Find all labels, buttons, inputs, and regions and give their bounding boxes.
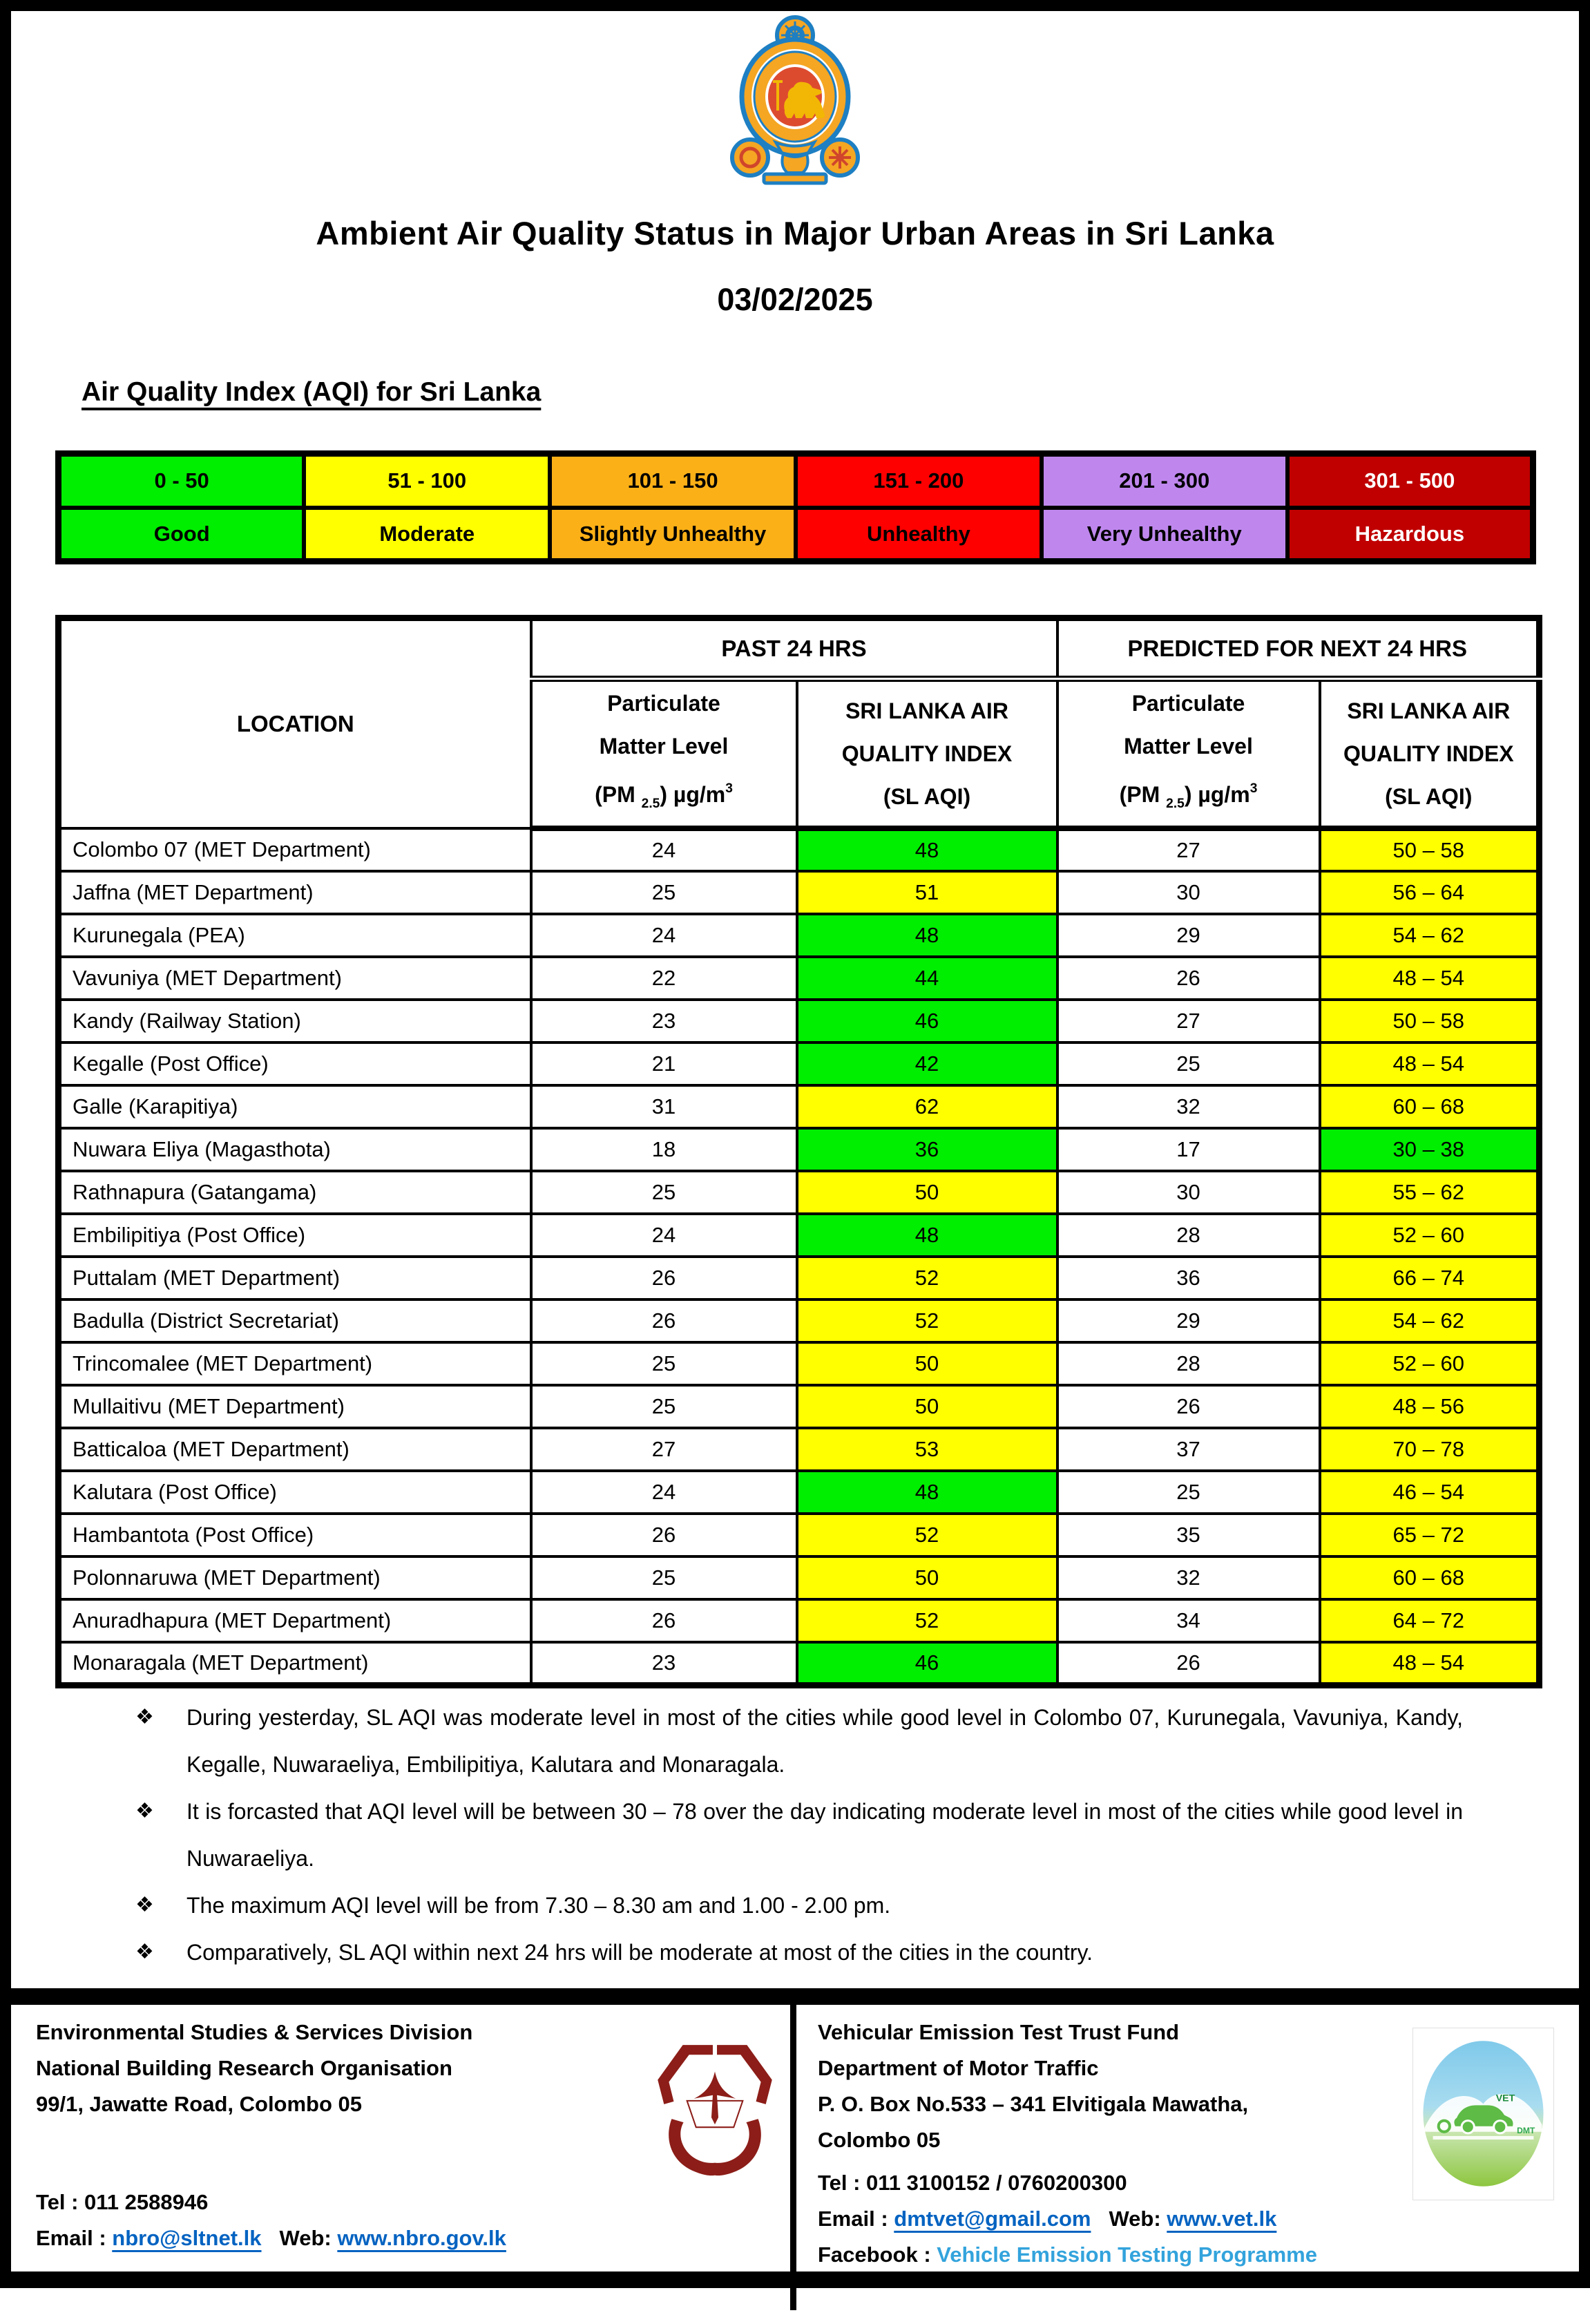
aqi-past-cell: 48 <box>797 1471 1057 1514</box>
aqi-scale-range-row <box>59 454 1533 508</box>
location-cell: Polonnaruwa (MET Department) <box>59 1556 531 1599</box>
footer-vertical-divider <box>790 1988 796 2310</box>
aqi-table-row <box>59 871 1540 914</box>
aqi-past-cell: 52 <box>797 1257 1057 1299</box>
pm-predicted-cell: 29 <box>1057 1299 1320 1342</box>
vet-web-link[interactable]: www.vet.lk <box>1167 2207 1277 2231</box>
pm-predicted-cell: 32 <box>1057 1556 1320 1599</box>
location-cell: Hambantota (Post Office) <box>59 1514 531 1556</box>
col-header-slaqi-predicted: SRI LANKA AIR QUALITY INDEX (SL AQI) <box>1320 679 1540 829</box>
aqi-past-cell: 52 <box>797 1514 1057 1556</box>
aqi-table-row <box>59 1556 1540 1599</box>
pm-predicted-cell: 25 <box>1057 1042 1320 1085</box>
bullet-item <box>133 1694 1463 1788</box>
aqi-predicted-cell: 64 – 72 <box>1320 1599 1540 1642</box>
nbro-web-link[interactable]: www.nbro.gov.lk <box>337 2226 506 2250</box>
pm-past-cell: 24 <box>531 828 797 871</box>
aqi-table-row <box>59 1642 1540 1685</box>
bullet-text: During yesterday, SL AQI was moderate level in most of the cities while good level in Colombo 07, Kurunegala, Vavuniya, Kandy, Kegalle, Nuwaraeliya, Embilipitiya, Kalutara and Monaragala. <box>186 1705 1463 1777</box>
aqi-scale-label-row <box>59 508 1533 562</box>
aqi-scale-heading: Air Quality Index (AQI) for Sri Lanka <box>82 377 542 407</box>
bullet-text: It is forcasted that AQI level will be between 30 – 78 over the day indicating moderate level in most of the cities while good level in Nuwaraeliya. <box>186 1799 1463 1871</box>
nbro-division-line: Environmental Studies & Services Division <box>36 2020 473 2044</box>
aqi-scale-range-cell: 101 - 150 <box>550 454 796 508</box>
vet-dept-line: Department of Motor Traffic <box>818 2056 1099 2080</box>
pm-past-cell: 26 <box>531 1257 797 1299</box>
pm-predicted-cell: 26 <box>1057 957 1320 1000</box>
aqi-past-cell: 52 <box>797 1299 1057 1342</box>
aqi-predicted-cell: 48 – 54 <box>1320 957 1540 1000</box>
aqi-scale-label-cell: Good <box>59 508 305 562</box>
nbro-address <box>36 2015 644 2122</box>
bullet-item <box>133 1788 1463 1882</box>
nbro-org-line: National Building Research Organisation <box>36 2056 452 2080</box>
aqi-past-cell: 42 <box>797 1042 1057 1085</box>
aqi-scale-label-cell: Very Unhealthy <box>1042 508 1287 562</box>
aqi-past-cell: 50 <box>797 1171 1057 1214</box>
aqi-scale-range-cell: 0 - 50 <box>59 454 305 508</box>
aqi-scale-range-cell: 151 - 200 <box>796 454 1042 508</box>
pm-predicted-cell: 37 <box>1057 1428 1320 1471</box>
aqi-table-row <box>59 1299 1540 1342</box>
vet-contact-line <box>818 2201 1276 2237</box>
pm-past-cell: 24 <box>531 914 797 957</box>
report-date: 03/02/2025 <box>717 282 873 317</box>
aqi-past-cell: 50 <box>797 1385 1057 1428</box>
pm-predicted-cell: 17 <box>1057 1128 1320 1171</box>
pm-past-cell: 18 <box>531 1128 797 1171</box>
location-cell: Kurunegala (PEA) <box>59 914 531 957</box>
pm-past-cell: 24 <box>531 1471 797 1514</box>
aqi-table-row <box>59 1042 1540 1085</box>
vet-facebook-line <box>818 2237 1317 2273</box>
col-header-pm-past: Particulate Matter Level (PM $_{2.5}$) $\mu g/m^3$ <box>531 679 797 829</box>
location-cell: Trincomalee (MET Department) <box>59 1342 531 1385</box>
page-title: Ambient Air Quality Status in Major Urban Areas in Sri Lanka <box>316 215 1274 251</box>
location-cell: Embilipitiya (Post Office) <box>59 1214 531 1257</box>
aqi-past-cell: 62 <box>797 1085 1057 1128</box>
aqi-table-row <box>59 1257 1540 1299</box>
col-header-pm-predicted: Particulate Matter Level (PM $_{2.5}$) $\mu g/m^3$ <box>1057 679 1320 829</box>
aqi-past-cell: 52 <box>797 1599 1057 1642</box>
aqi-scale-table <box>55 450 1536 564</box>
vet-web-label: Web: <box>1109 2207 1167 2231</box>
pm-predicted-cell: 28 <box>1057 1214 1320 1257</box>
pm-predicted-cell: 30 <box>1057 871 1320 914</box>
pm-predicted-cell: 29 <box>1057 914 1320 957</box>
vet-logo-icon <box>1412 2028 1554 2200</box>
aqi-predicted-cell: 46 – 54 <box>1320 1471 1540 1514</box>
bullet-item <box>133 1929 1463 1976</box>
pm-past-cell: 22 <box>531 957 797 1000</box>
pm-past-cell: 31 <box>531 1085 797 1128</box>
pm-predicted-cell: 26 <box>1057 1642 1320 1685</box>
col-header-predicted-24hrs: PREDICTED FOR NEXT 24 HRS <box>1057 618 1540 679</box>
nbro-street-line: 99/1, Jawatte Road, Colombo 05 <box>36 2092 363 2116</box>
pm-past-cell: 25 <box>531 1171 797 1214</box>
aqi-table-row <box>59 1000 1540 1042</box>
vet-logo-vet-text: VET <box>1495 2093 1515 2104</box>
nbro-web-label: Web: <box>279 2226 338 2250</box>
aqi-past-cell: 48 <box>797 828 1057 871</box>
location-cell: Colombo 07 (MET Department) <box>59 828 531 871</box>
pm-predicted-cell: 36 <box>1057 1257 1320 1299</box>
location-cell: Jaffna (MET Department) <box>59 871 531 914</box>
pm-predicted-cell: 27 <box>1057 1000 1320 1042</box>
vet-address <box>818 2015 1426 2158</box>
location-cell: Kegalle (Post Office) <box>59 1042 531 1085</box>
pm-past-cell: 26 <box>531 1599 797 1642</box>
aqi-scale-label-cell: Hazardous <box>1287 508 1533 562</box>
nbro-logo-icon <box>642 2037 787 2190</box>
aqi-predicted-cell: 52 – 60 <box>1320 1342 1540 1385</box>
location-cell: Rathnapura (Gatangama) <box>59 1171 531 1214</box>
aqi-predicted-cell: 50 – 58 <box>1320 1000 1540 1042</box>
summary-bullets <box>133 1694 1463 1976</box>
aqi-data-table <box>55 615 1542 1688</box>
aqi-predicted-cell: 60 – 68 <box>1320 1085 1540 1128</box>
bullet-diamond-icon: ❖ <box>135 1894 154 1916</box>
aqi-past-cell: 46 <box>797 1000 1057 1042</box>
pm-past-cell: 26 <box>531 1514 797 1556</box>
aqi-table-row <box>59 1085 1540 1128</box>
sri-lanka-national-emblem-icon <box>722 14 868 188</box>
bullet-diamond-icon: ❖ <box>135 1706 154 1728</box>
aqi-table-row <box>59 1428 1540 1471</box>
aqi-table-row <box>59 914 1540 957</box>
aqi-predicted-cell: 54 – 62 <box>1320 914 1540 957</box>
aqi-past-cell: 48 <box>797 914 1057 957</box>
aqi-predicted-cell: 60 – 68 <box>1320 1556 1540 1599</box>
pm-past-cell: 24 <box>531 1214 797 1257</box>
vet-email-link[interactable]: dmtvet@gmail.com <box>894 2207 1091 2231</box>
aqi-past-cell: 53 <box>797 1428 1057 1471</box>
vet-pobox-line: P. O. Box No.533 – 341 Elvitigala Mawatha, <box>818 2092 1249 2116</box>
location-cell: Anuradhapura (MET Department) <box>59 1599 531 1642</box>
vet-city-line: Colombo 05 <box>818 2128 941 2152</box>
aqi-past-cell: 36 <box>797 1128 1057 1171</box>
pm-past-cell: 25 <box>531 1342 797 1385</box>
col-header-slaqi-past: SRI LANKA AIR QUALITY INDEX (SL AQI) <box>797 679 1057 829</box>
aqi-predicted-cell: 66 – 74 <box>1320 1257 1540 1299</box>
pm-predicted-cell: 34 <box>1057 1599 1320 1642</box>
aqi-predicted-cell: 56 – 64 <box>1320 871 1540 914</box>
pm-predicted-cell: 32 <box>1057 1085 1320 1128</box>
location-cell: Kalutara (Post Office) <box>59 1471 531 1514</box>
aqi-predicted-cell: 48 – 54 <box>1320 1042 1540 1085</box>
vet-tel: Tel : 011 3100152 / 0760200300 <box>818 2171 1127 2195</box>
aqi-predicted-cell: 65 – 72 <box>1320 1514 1540 1556</box>
aqi-table-row <box>59 957 1540 1000</box>
aqi-scale-range-cell: 51 - 100 <box>304 454 550 508</box>
location-cell: Nuwara Eliya (Magasthota) <box>59 1128 531 1171</box>
aqi-predicted-cell: 30 – 38 <box>1320 1128 1540 1171</box>
location-cell: Monaragala (MET Department) <box>59 1642 531 1685</box>
pm-predicted-cell: 28 <box>1057 1342 1320 1385</box>
aqi-table-row <box>59 1514 1540 1556</box>
aqi-predicted-cell: 50 – 58 <box>1320 828 1540 871</box>
vet-facebook-link[interactable]: Vehicle Emission Testing Programme <box>937 2242 1317 2267</box>
pm-predicted-cell: 25 <box>1057 1471 1320 1514</box>
aqi-predicted-cell: 70 – 78 <box>1320 1428 1540 1471</box>
aqi-past-cell: 50 <box>797 1342 1057 1385</box>
nbro-email-label: Email : <box>36 2226 113 2250</box>
pm-predicted-cell: 26 <box>1057 1385 1320 1428</box>
aqi-predicted-cell: 55 – 62 <box>1320 1171 1540 1214</box>
pm-past-cell: 23 <box>531 1000 797 1042</box>
location-cell: Vavuniya (MET Department) <box>59 957 531 1000</box>
pm-predicted-cell: 35 <box>1057 1514 1320 1556</box>
vet-logo-dmt-text: DMT <box>1517 2125 1535 2135</box>
pm-past-cell: 27 <box>531 1428 797 1471</box>
bullet-text: Comparatively, SL AQI within next 24 hrs will be moderate at most of the cities in the country. <box>186 1940 1093 1965</box>
col-header-location: LOCATION <box>59 618 531 829</box>
aqi-table-row <box>59 1214 1540 1257</box>
aqi-past-cell: 50 <box>797 1556 1057 1599</box>
bullet-item <box>133 1882 1463 1929</box>
aqi-scale-range-cell: 301 - 500 <box>1287 454 1533 508</box>
aqi-past-cell: 51 <box>797 871 1057 914</box>
location-cell: Puttalam (MET Department) <box>59 1257 531 1299</box>
aqi-past-cell: 44 <box>797 957 1057 1000</box>
aqi-past-cell: 46 <box>797 1642 1057 1685</box>
aqi-table-row <box>59 1385 1540 1428</box>
aqi-scale-label-cell: Moderate <box>304 508 550 562</box>
vet-email-label: Email : <box>818 2207 894 2231</box>
pm-past-cell: 25 <box>531 1556 797 1599</box>
nbro-contact-line <box>36 2220 506 2256</box>
nbro-tel: Tel : 011 2588946 <box>36 2190 209 2214</box>
pm-past-cell: 25 <box>531 1385 797 1428</box>
aqi-predicted-cell: 48 – 54 <box>1320 1642 1540 1685</box>
aqi-predicted-cell: 52 – 60 <box>1320 1214 1540 1257</box>
bullet-diamond-icon: ❖ <box>135 1800 154 1822</box>
aqi-table-row <box>59 1599 1540 1642</box>
aqi-scale-label-cell: Slightly Unhealthy <box>550 508 796 562</box>
pm-past-cell: 25 <box>531 871 797 914</box>
location-cell: Kandy (Railway Station) <box>59 1000 531 1042</box>
location-cell: Galle (Karapitiya) <box>59 1085 531 1128</box>
nbro-email-link[interactable]: nbro@sltnet.lk <box>112 2226 262 2250</box>
location-cell: Badulla (District Secretariat) <box>59 1299 531 1342</box>
pm-past-cell: 23 <box>531 1642 797 1685</box>
bullet-diamond-icon: ❖ <box>135 1941 154 1963</box>
pm-past-cell: 21 <box>531 1042 797 1085</box>
aqi-scale-label-cell: Unhealthy <box>796 508 1042 562</box>
aqi-table-row <box>59 1171 1540 1214</box>
aqi-table-row <box>59 1471 1540 1514</box>
aqi-predicted-cell: 54 – 62 <box>1320 1299 1540 1342</box>
location-cell: Mullaitivu (MET Department) <box>59 1385 531 1428</box>
pm-predicted-cell: 30 <box>1057 1171 1320 1214</box>
vet-facebook-label: Facebook : <box>818 2242 937 2267</box>
vet-fund-line: Vehicular Emission Test Trust Fund <box>818 2020 1180 2044</box>
col-header-past-24hrs: PAST 24 HRS <box>531 618 1057 679</box>
bullet-text: The maximum AQI level will be from 7.30 – 8.30 am and 1.00 - 2.00 pm. <box>186 1893 891 1918</box>
aqi-past-cell: 48 <box>797 1214 1057 1257</box>
aqi-table-row <box>59 828 1540 871</box>
pm-predicted-cell: 27 <box>1057 828 1320 871</box>
aqi-predicted-cell: 48 – 56 <box>1320 1385 1540 1428</box>
aqi-table-row <box>59 1342 1540 1385</box>
pm-past-cell: 26 <box>531 1299 797 1342</box>
location-cell: Batticaloa (MET Department) <box>59 1428 531 1471</box>
aqi-table-row <box>59 1128 1540 1171</box>
aqi-table-body <box>59 828 1540 1685</box>
aqi-scale-range-cell: 201 - 300 <box>1042 454 1287 508</box>
